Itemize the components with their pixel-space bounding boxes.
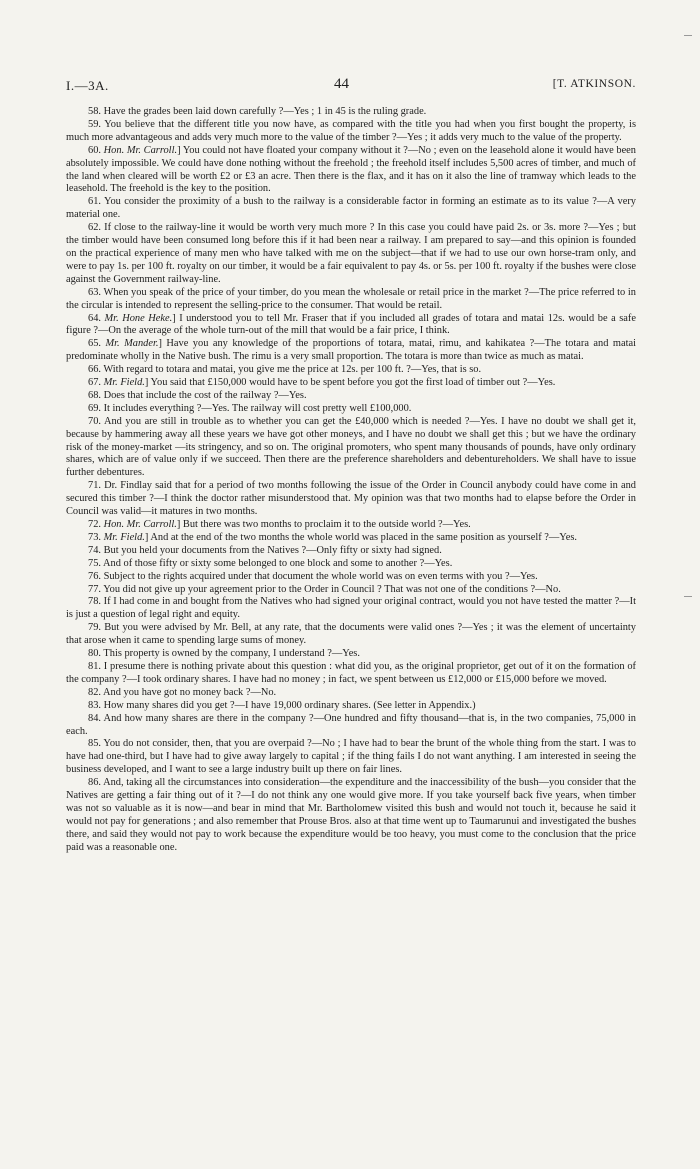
- transcript-paragraph: [66, 713, 636, 739]
- paragraph-text: 62. If close to the railway-line it would be worth very much more ? In this case you could have paid 2s. or 3s. more ?—Yes ; but the timber would have been consumed long before this if it had been near a railway. I am prepared to say—and this opinion is founded on the practical experience of many men who have talked with me on the subject—that if we had to use our own horse-tram only, and were to pay 1s. per 100 ft. royalty on our timber, it would be a fair equivalent to pay 4s. or 5s. per 100 ft. royalty if the bushes were close against the Government railway-line.: [66, 222, 636, 285]
- transcript-paragraph: [66, 661, 636, 687]
- paragraph-text: 84. And how many shares are there in the company ?—One hundred and fifty thousand—that is, in the two companies, 75,000 in each.: [66, 712, 636, 737]
- paragraph-text: 75. And of those fifty or sixty some belonged to one block and some to another ?—Yes.: [88, 557, 453, 569]
- transcript-paragraph: [66, 377, 636, 390]
- transcript-paragraph: [66, 648, 636, 661]
- paragraph-text: 79. But you were advised by Mr. Bell, at any rate, that the documents were valid ones ?—Yes ; it was the element of uncertainty that arose when it came to spending large sums of money.: [66, 622, 636, 647]
- paragraph-text: 61. You consider the proximity of a bush to the railway is a considerable factor in forming an estimate as to its value ?—A very material one.: [66, 196, 636, 221]
- margin-mark: [684, 35, 692, 36]
- transcript-paragraph: [66, 196, 636, 222]
- transcript-paragraph: [66, 222, 636, 287]
- transcript-paragraph: [66, 480, 636, 519]
- paragraph-text: 71. Dr. Findlay said that for a period of two months following the issue of the Order in Council anybody could have come in and secured this timber ?—I think the doctor rather misunderstood that. My opinion was that two months had to elapse before the Order in Council was valid—it matures in two months.: [66, 480, 636, 518]
- paragraph-text: 80. This property is owned by the company, I understand ?—Yes.: [88, 648, 360, 660]
- transcript-paragraph: [66, 519, 636, 532]
- transcript-paragraph: [66, 584, 636, 597]
- margin-mark: [684, 596, 692, 597]
- paragraph-text: 81. I presume there is nothing private about this question : what did you, as the original proprietor, get out of it on the formation of the company ?—I took ordinary shares. I have had no money ; in fact, we spent between us £12,000 or £15,000 before we moved.: [66, 660, 636, 685]
- paragraph-text: 82. And you have got no money back ?—No.: [88, 686, 277, 698]
- paragraph-text: 77. You did not give up your agreement prior to the Order in Council ? That was not one of the conditions ?—No.: [88, 583, 561, 595]
- transcript-paragraph: [66, 313, 636, 339]
- speaker-label: 73. Mr. Field.]: [88, 531, 149, 543]
- transcript-paragraph: [66, 532, 636, 545]
- paragraph-text: 83. How many shares did you get ?—I have 19,000 ordinary shares. (See letter in Appendix.): [88, 699, 476, 711]
- transcript-paragraph: [66, 119, 636, 145]
- page-number: 44: [334, 76, 349, 92]
- paragraph-text: 86. And, taking all the circumstances into consideration—the expenditure and the inaccessibility of the bush—you consider that the Natives are getting a fair thing out of it ?—I do not think any one would give more. If you take yourself back five years, when timber was not so valuable as it is now—and bear in mind that Mr. Bartholomew visited this bush and would not touch it, because he said it would not pay for generations ; and also remember that Prouse Bros. also at that time went up to Taumarunui and investigated the bushes there, and said they would not pay to work because the expenditure would be too heavy, you must come to the conclusion that the price paid was a reasonable one.: [66, 777, 636, 853]
- paragraph-text: 58. Have the grades been laid down carefully ?—Yes ; 1 in 45 is the ruling grade.: [88, 106, 427, 117]
- transcript-paragraph: [66, 622, 636, 648]
- paragraph-text: 59. You believe that the different title you now have, as compared with the title you had when you first bought the property, is much more advantageous and adds very much more to the value of the timber ?—Yes ; it adds very much to the value of the property.: [66, 118, 636, 143]
- speaker-label: 60. Hon. Mr. Carroll.]: [88, 144, 181, 156]
- transcript-paragraph: [66, 390, 636, 403]
- paragraph-text: 78. If I had come in and bought from the Natives who had signed your original contract, would you not have tested the matter ?—It is just a question of legal right and equity.: [66, 596, 636, 621]
- transcript-paragraph: [66, 403, 636, 416]
- paragraph-text: And at the end of the two months the whole world was placed in the same position as yourself ?—Yes.: [148, 531, 577, 543]
- transcript-paragraph: [66, 145, 636, 197]
- paragraph-text: I understood you to tell Mr. Fraser that if you included all grades of totara and matai 12s. would be a safe figure ?—On the average of the whole turn-out of the mill that would be a fair price, I think.: [66, 312, 636, 337]
- paragraph-text: But there was two months to proclaim it to the outside world ?—Yes.: [180, 519, 471, 530]
- page-header: [66, 78, 636, 96]
- transcript-paragraph: [66, 777, 636, 854]
- speaker-label: 67. Mr. Field.]: [88, 377, 149, 389]
- transcript-paragraph: [66, 364, 636, 377]
- paragraph-text: 69. It includes everything ?—Yes. The railway will cost pretty well £100,000.: [88, 402, 412, 414]
- transcript-paragraph: [66, 596, 636, 622]
- paragraph-text: 85. You do not consider, then, that you are overpaid ?—No ; I have had to bear the brunt of the whole thing from the start. I was to have had one-third, but I have had to give away largely to capital ; if the thing fails I do not want anything. I am interested in seeing the business developed, and I want to see a large industry built up there on fair lines.: [66, 738, 636, 776]
- speaker-label: 64. Mr. Hone Heke.]: [88, 312, 176, 324]
- transcript-paragraph: [66, 687, 636, 700]
- paragraph-text: 68. Does that include the cost of the railway ?—Yes.: [88, 389, 307, 401]
- transcript-paragraph: [66, 545, 636, 558]
- paragraph-text: You could not have floated your company without it ?—No ; even on the leasehold alone it would have been absolutely impossible. We could have done nothing without the freehold ; the freehold itself includes 5,500 acres of timber, and much of the land when cleared will be worth £2 or £3 an acre. Then there is the flax, and it has on it also the line of tramway which leads to the leasehold. The freehold is the key to the position.: [66, 144, 636, 195]
- paragraph-text: 63. When you speak of the price of your timber, do you mean the wholesale or retail price in the market ?—The price referred to in the circular is intended to represent the selling-price to the consumer. That would be retail.: [66, 286, 636, 311]
- transcript-paragraph: [66, 106, 636, 119]
- speaker-label: 72. Hon. Mr. Carroll.]: [88, 519, 181, 530]
- witness-name: [T. ATKINSON.: [552, 78, 636, 90]
- transcript-paragraph: [66, 338, 636, 364]
- transcript-paragraph: [66, 738, 636, 777]
- transcript-paragraph: [66, 571, 636, 584]
- transcript-body: [66, 106, 636, 855]
- transcript-paragraph: [66, 700, 636, 713]
- paragraph-text: 70. And you are still in trouble as to whether you can get the £40,000 which is needed ?—Yes. I have no doubt we shall get it, because by hammering away all these years we have got other moneys, and I have no doubt we shall get this ; but we have the ordinary risk of the money-market —its stringency, and so on. The original promoters, who spent many thousands of pounds, have only ordinary shares, which are of value only if we succeed. Then there are the preference shareholders and debentureholders. We shall have to issue further debentures.: [66, 415, 636, 479]
- transcript-paragraph: [66, 558, 636, 571]
- speaker-label: 65. Mr. Mander.]: [88, 338, 162, 350]
- transcript-paragraph: [66, 416, 636, 481]
- transcript-paragraph: [66, 287, 636, 313]
- paragraph-text: You said that £150,000 would have to be spent before you got the first load of timber out ?—Yes.: [148, 377, 556, 389]
- document-reference: I.—3A.: [66, 78, 109, 93]
- paragraph-text: 76. Subject to the rights acquired under that document the whole world was on even terms with you ?—Yes.: [88, 570, 538, 582]
- paragraph-text: Have you any knowledge of the proportions of totara, matai, rimu, and kahikatea ?—The totara and matai predominate wholly in the Native bush. The rimu is a very small proportion. The totara is more than twice as much as matai.: [66, 338, 636, 363]
- paragraph-text: 66. With regard to totara and matai, you give me the price at 12s. per 100 ft. ?—Yes, that is so.: [88, 364, 482, 376]
- paragraph-text: 74. But you held your documents from the Natives ?—Only fifty or sixty had signed.: [88, 544, 442, 556]
